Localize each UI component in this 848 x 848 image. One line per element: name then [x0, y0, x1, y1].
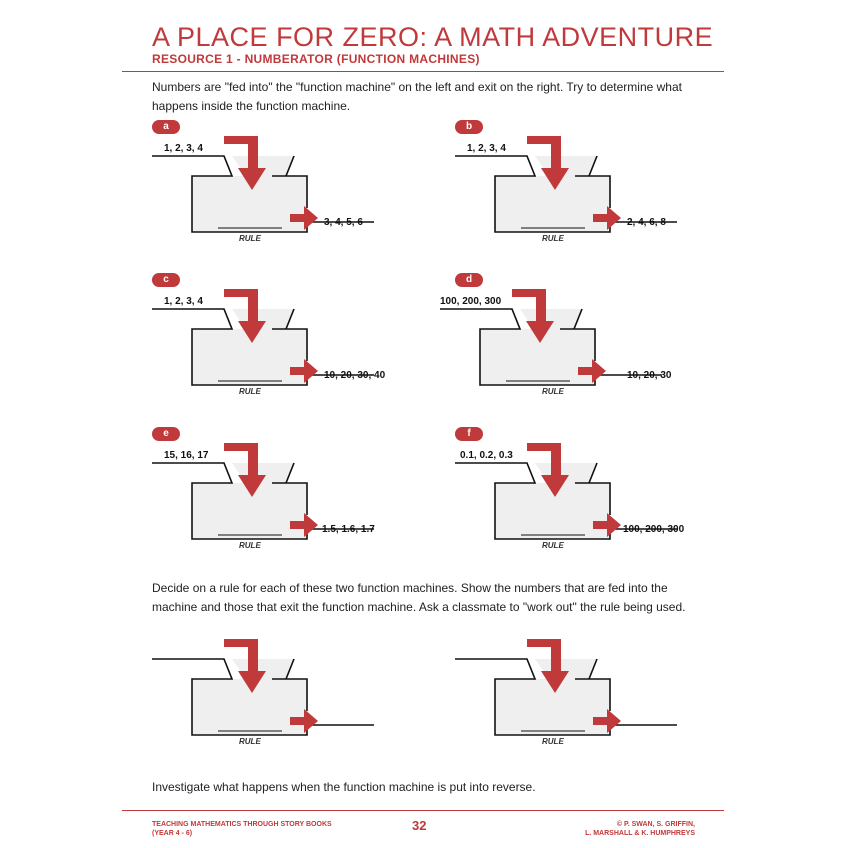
rule-label: RULE — [239, 541, 261, 550]
machine-input: 15, 16, 17 — [164, 450, 209, 461]
function-machine-b — [455, 120, 755, 260]
machine-label-badge: d — [455, 273, 483, 287]
rule-label: RULE — [542, 541, 564, 550]
machine-input: 1, 2, 3, 4 — [164, 296, 203, 307]
machine-label-badge: a — [152, 120, 180, 134]
function-machine-drawing — [152, 623, 452, 763]
footer-book-title — [152, 820, 332, 838]
function-machine-d — [440, 273, 740, 413]
machine-output: 2, 4, 6, 8 — [627, 217, 666, 228]
machine-input: 1, 2, 3, 4 — [467, 143, 506, 154]
footer-left-line1: TEACHING MATHEMATICS THROUGH STORY BOOKS — [152, 821, 332, 828]
function-machine-f — [455, 427, 755, 567]
function-machine-drawing — [455, 427, 755, 567]
footer-copyright — [585, 820, 695, 838]
function-machine-drawing — [152, 120, 452, 260]
rule-label: RULE — [239, 737, 261, 746]
function-machine-drawing — [440, 273, 740, 413]
function-machine-drawing — [455, 623, 755, 763]
machine-label-badge: e — [152, 427, 180, 441]
machine-output: 3, 4, 5, 6 — [324, 217, 363, 228]
blank-function-machine-1 — [152, 623, 452, 763]
function-machine-drawing — [455, 120, 755, 260]
machine-output: 10, 20, 30, 40 — [324, 370, 386, 381]
function-machine-drawing — [152, 273, 452, 413]
closing-paragraph: Investigate what happens when the function machine is put into reverse. — [152, 780, 536, 794]
machine-output: 100, 200, 300 — [623, 524, 685, 535]
page-title: A PLACE FOR ZERO: A MATH ADVENTURE — [152, 22, 714, 52]
instructions-paragraph: Decide on a rule for each of these two function machines. Show the numbers that are fed into the machine and those that exit the function machine. Ask a classmate to "work out" the rule being used. — [152, 581, 686, 614]
rule-label: RULE — [239, 387, 261, 396]
function-machine-e — [152, 427, 452, 567]
blank-function-machine-2 — [455, 623, 755, 763]
machine-input: 1, 2, 3, 4 — [164, 143, 203, 154]
machine-label-badge: f — [455, 427, 483, 441]
page-subtitle: RESOURCE 1 - NUMBERATOR (FUNCTION MACHINES) — [152, 52, 480, 66]
footer-right-line2: L. MARSHALL & K. HUMPHREYS — [585, 830, 695, 837]
machine-input: 100, 200, 300 — [440, 296, 502, 307]
footer-left-line2: (YEAR 4 - 6) — [152, 830, 193, 837]
intro-paragraph: Numbers are "fed into" the "function machine" on the left and exit on the right. Try to determine what happens inside the function machine. — [152, 80, 682, 113]
machine-output: 10, 20, 30 — [627, 370, 672, 381]
machine-output: 1.5, 1.6, 1.7 — [322, 524, 375, 535]
machine-label-badge: c — [152, 273, 180, 287]
footer-divider — [122, 810, 724, 811]
machine-input: 0.1, 0.2, 0.3 — [460, 450, 513, 461]
function-machine-a — [152, 120, 452, 260]
page-number: 32 — [412, 818, 427, 833]
header-divider — [122, 71, 724, 72]
rule-label: RULE — [239, 234, 261, 243]
function-machine-c — [152, 273, 452, 413]
function-machine-drawing — [152, 427, 452, 567]
rule-label: RULE — [542, 234, 564, 243]
footer-right-line1: © P. SWAN, S. GRIFFIN, — [616, 821, 695, 828]
rule-label: RULE — [542, 737, 564, 746]
machine-label-badge: b — [455, 120, 483, 134]
rule-label: RULE — [542, 387, 564, 396]
